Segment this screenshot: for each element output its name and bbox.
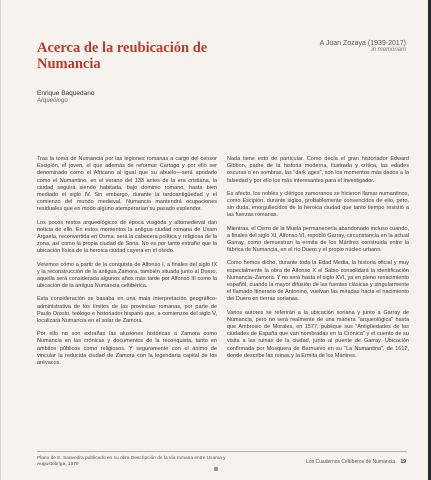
paragraph: Los pocos restos arqueológicos de época visigoda y altomedieval dan noticia de ello. En estos momentos la antigua ciudad romana de Uxam Argaela, reconvertida en Osma, será la cabecera política y religiosa de la zona, así como la propia ciudad de Soria. No es por tanto extraño que la ubicación física de la heroica ciudad cayera en el olvido.: [37, 219, 217, 255]
running-footer: [306, 459, 406, 465]
paragraph: Tras la toma de Numancia por las legiones romanas a cargo del censor Escipión, el joven, el que además de reformar Cartago y por ello ser denominado como el Africano al igual que su abuelo—será apodado como el Numantino, en el verano del 133 antes de la era cristiana, la ciudad seguirá siendo habitada, bajo dominio romano, hasta bien mediado el siglo IV. Sin embargo, durante la tardoantigüedad y el comienzo del mundo medieval, Numancia mantendrá ocupaciones residuales que en modo alguno atemperarían su pasado esplendor.: [37, 156, 217, 213]
paragraph: Veremos cómo a partir de la conquista de Alfonso I, a finales del siglo IX y la reconstrucción de la antigua Zamora, también situada junto al Duero, aquella será considerada algunos años más tarde por Alfonso III como la ubicación de la antigua Numancia celtibérica.: [37, 261, 217, 290]
author-block: [37, 90, 94, 104]
dedication-name: A Juan Zozaya (1939-2017): [319, 40, 406, 47]
paragraph: Mientras, el Cerro de la Muela permanecería abandonado incluso cuando, a finales del siglo XI, Alfonso VI, repobló Garray, circunstancia en la actual Garray, como demuestran la ermita de los Mártires construida entre la fábrica de Numancia, en el río Duero y el propio núcleo urbano.: [227, 225, 409, 254]
author-role: Arqueólogo: [37, 98, 68, 104]
right-column: [227, 156, 409, 366]
paragraph: Esta consideración se basaba en una mala interpretación geográfico-administrativa de los límites de las provincias romanas, por parte de Paulo Orosio, teólogo e historiador hispano que, a comienzos del siglo V, localizará Numancia en el solar de Zamora.: [37, 296, 217, 325]
paragraph: Como hemos dicho, durante toda la Edad Media, la historia oficial y muy especialmente la obra de Alfonso X el Sabio consolidará la identificación Numancia–Zamora. Y no será hasta el siglo XVI, ya en pleno renacimiento español, cuando la mayor difusión de las fuentes clásicas y singularmente el llamado Itinerario de Antonino, vuelvan las miradas hacia el nacimiento del Duero en tierras sorianas.: [227, 260, 409, 303]
author-name: Enrique Baquedano: [37, 90, 95, 97]
dedication: [320, 40, 406, 53]
paragraph: Varios autores se referirán a la ubicación soriana y junto a Garray de Numancia, pero no será realmente de una manera "arqueológica" hasta que Ambrosio de Morales, en 1577, publique sus "Antigüedades de las ciudades de España que van nombradas en la Crónica" y el cuento de su visita a las ruinas de la ciudad, junto al puente de Garray. Ubicación confirmada por Mosquera de Barnuevo en su "La Numantina", de 1612, donde describe las ruinas y la Ermita de los Mártires.: [227, 309, 409, 359]
center-dot-icon: [214, 467, 218, 471]
paragraph: Nada tiene esto de particular. Como decía el gran historiador Edward Gibbon, padre de la historia moderna, ilustrada y crítica, las edades oscuras o en sombras, las "dark ages", son los momentos más dados a la falsedad y por ello los más interesantes para el investigador.: [227, 156, 409, 184]
article-title: Acerca de la reubicación de Numancia: [37, 40, 208, 72]
paragraph: Por ello no son extrañas las alusiones históricas a Zamora como Numancia en las crónicas y documentos de la reconquista, tanto en ámbitos públicos como religiosos. Y seguramente con el ánimo de vincular la reducida ciudad de Zamora con la legendaria capital de los arévacos.: [37, 331, 217, 367]
page-number: 19: [400, 459, 406, 465]
left-column: [37, 156, 217, 373]
footer-rule: [37, 451, 407, 452]
paragraph: Es afecto, los nobles y clérigos zamoranos se hicieron llamar numantinos, como Escipión, durante siglos, probablemente convencidos de ello, pero, sin duda, enorgullecidos de la heroica ciudad que tanto tiempo resistió a las fuerzas romanas.: [227, 190, 409, 219]
figure-footnote: Plano de E. Saavedra publicado en su obra Descripción de la vía romana entre Uxama y Augustobriga, 1879: [37, 456, 226, 467]
dedication-memo: in memoriam: [371, 47, 406, 53]
running-head: Los Cuadernos Celtíberos de Numancia: [306, 459, 396, 465]
